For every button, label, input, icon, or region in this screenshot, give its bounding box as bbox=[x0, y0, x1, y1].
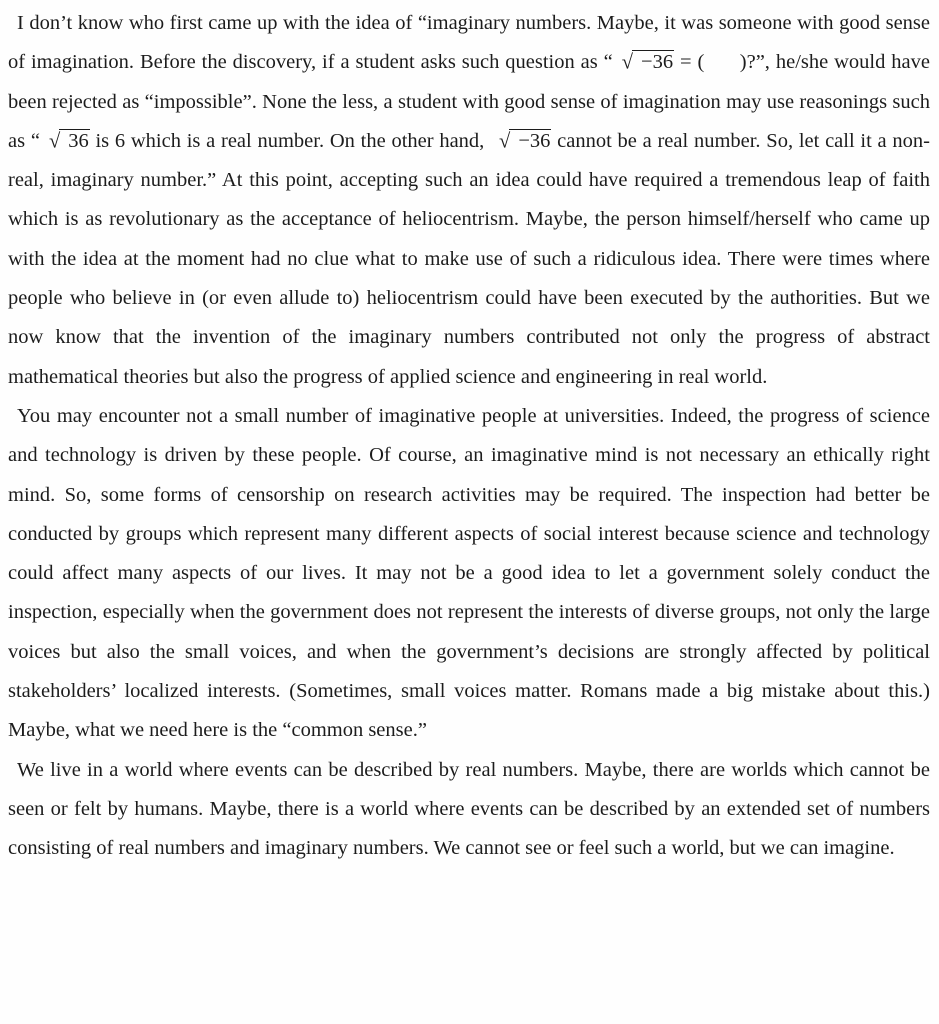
radicand: 36 bbox=[59, 129, 90, 153]
sqrt-expression bbox=[40, 130, 90, 152]
sqrt-expression bbox=[490, 130, 551, 152]
paragraph-imaginative-people-censorship: You may encounter not a small number of imaginative people at universities. Indeed, the progress of science and technology is driven by these people. Of course, an imaginative mind is not necessary an ethically right mind. So, some forms of censorship on research activities may be required. The inspection had better be conducted by groups which represent many different aspects of social interest because science and technology could affect many aspects of our lives. It may not be a good idea to let a government solely conduct the inspection, especially when the government does not represent the interests of diverse groups, not only the large voices but also the small voices, and when the government’s decisions are strongly affected by political stakeholders’ localized interests. (Sometimes, small voices matter. Romans made a big mistake about this.) Maybe, what we need here is the “common sense.” bbox=[8, 404, 930, 742]
radicand: −36 bbox=[632, 50, 674, 74]
paragraph-world-of-numbers: We live in a world where events can be described by real numbers. Maybe, there are worlds which cannot be seen or felt by humans. Maybe, there is a world where events can be described by an extended set of numbers consisting of real numbers and imaginary numbers. We cannot see or feel such a world, but we can imagine. bbox=[8, 758, 930, 860]
radical-sign-icon: √ bbox=[621, 51, 634, 74]
paragraph-imaginary-numbers-origin: I don’t know who first came up with the idea of “imaginary numbers. Maybe, it was someone with good sense of imagination. Before the discovery, if a student asks such question as “ √ −36 = ( )?”, he/she would have been rejected as “impossible”. None the less, a student with good sense of imagination may use reasonings such as “ √ 36 is 6 which is a real number. On the other hand, √ −36 cannot be a real number. So, let call it a non-real, imaginary number.” At this point, accepting such an idea could have required a tremendous leap of faith which is as revolutionary as the acceptance of heliocentrism. Maybe, the person himself/herself who came up with the idea at the moment had no clue what to make use of such a ridiculous idea. There were times where people who believe in (or even allude to) heliocentrism could have been executed by the authorities. But we now know that the invention of the imaginary numbers contributed not only the progress of abstract mathematical theories but also the progress of applied science and engineering in real world. bbox=[8, 12, 930, 388]
radical-sign-icon: √ bbox=[48, 130, 61, 153]
radical-sign-icon: √ bbox=[499, 130, 511, 153]
sqrt-expression bbox=[613, 51, 674, 73]
radicand: −36 bbox=[509, 129, 551, 153]
